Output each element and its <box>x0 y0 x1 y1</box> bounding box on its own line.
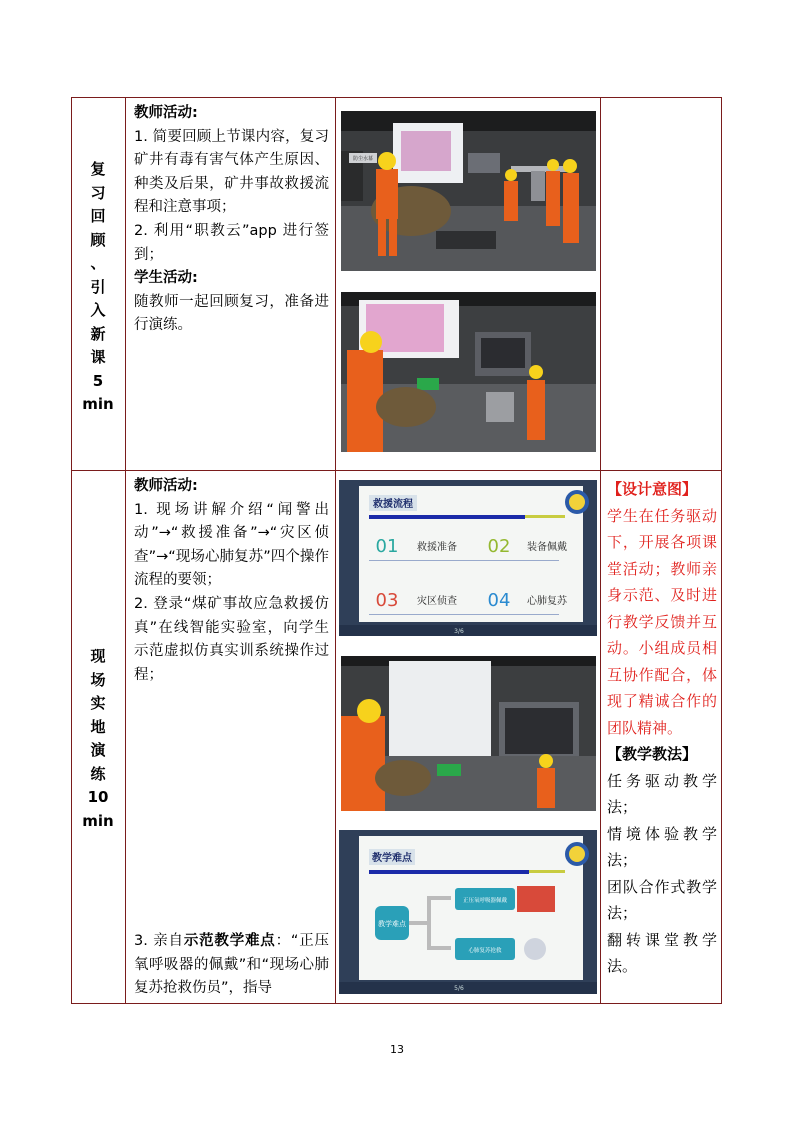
slide-page: 3/6 <box>454 628 464 635</box>
student-heading: 学生活动: <box>134 270 198 287</box>
design-text: 学生在任务驱动下，开展各项课堂活动；教师亲身示范、及时进行教学反馈并互动。小组成员相互协作配合，体现了精诚合作的团队精神。 <box>607 506 717 737</box>
method-item: 情境体验教学法； <box>607 824 717 869</box>
photo-demonstration <box>341 656 596 811</box>
teacher-item-3: 3. 亲自示范教学难点：“正压氧呼吸器的佩戴”和“现场心肺复苏抢救伤员”，指导 <box>134 933 329 997</box>
slide-page: 5/6 <box>454 985 464 992</box>
row1-activities <box>134 102 329 338</box>
step-label: 装备佩戴 <box>527 542 567 553</box>
stage-char: 5 <box>92 371 104 390</box>
method-item: 任务驱动教学法； <box>607 771 717 816</box>
slide-branch-1: 正压氧呼吸器佩戴 <box>462 898 508 904</box>
stage-char: 、 <box>90 254 106 272</box>
table-bottom-border <box>71 1003 722 1004</box>
slide-teaching-difficulty <box>339 830 597 994</box>
stage-char: 新 <box>90 324 106 343</box>
table-top-border <box>71 97 722 98</box>
stage-char: 练 <box>90 764 106 783</box>
step-label: 心肺复苏 <box>527 596 567 607</box>
step-number: 03 <box>375 590 399 611</box>
stage-char: 场 <box>90 670 106 689</box>
row2-activities <box>134 475 329 687</box>
step-label: 救援准备 <box>417 542 457 553</box>
design-heading: 【设计意图】 <box>607 480 698 498</box>
stage-char: 演 <box>90 741 106 759</box>
stage-char: 入 <box>90 301 106 319</box>
table-right-border <box>721 97 722 1004</box>
teacher-heading: 教师活动: <box>134 478 198 494</box>
col-divider-2 <box>335 97 336 1004</box>
row2-item3 <box>134 930 329 1001</box>
slide-rescue-process <box>339 480 597 636</box>
method-heading: 【教学教法】 <box>607 745 698 763</box>
step-label: 灾区侦查 <box>417 596 457 607</box>
table-left-border <box>71 97 72 1004</box>
stage-char: 复 <box>90 160 106 178</box>
method-item: 翻转课堂教学法。 <box>607 930 717 975</box>
step-number: 02 <box>487 536 511 557</box>
col-divider-1 <box>125 97 126 1004</box>
student-text: 随教师一起回顾复习，准备进行演练。 <box>134 293 329 334</box>
stage-char: 引 <box>90 277 106 296</box>
stage-char: 顾 <box>90 230 106 249</box>
stage-label-review <box>73 158 123 417</box>
step-number: 01 <box>375 536 399 557</box>
teacher-item: 2. 登录“煤矿事故应急救援仿真”在线智能实验室，向学生示范虚拟仿真实训系统操作过程； <box>134 595 329 683</box>
design-notes <box>607 476 717 980</box>
stage-char: min <box>82 811 114 830</box>
col-divider-3 <box>600 97 601 1004</box>
teacher-heading: 教师活动: <box>134 105 198 121</box>
stage-char: 现 <box>90 647 106 665</box>
step-number: 04 <box>487 590 511 611</box>
teacher-item: 2. 利用“职教云”app 进行签到； <box>134 222 329 263</box>
stage-char: 回 <box>90 207 106 225</box>
page-number: 13 <box>390 1043 404 1056</box>
stage-char: 地 <box>90 717 106 736</box>
slide-branch-2: 心肺复苏抢救 <box>468 948 502 954</box>
row-divider <box>71 470 722 471</box>
teacher-item: 1. 简要回顾上节课内容，复习矿井有毒有害气体产生原因、种类及后果，矿井事故救援流程和注意事项； <box>134 128 329 216</box>
photo-classroom-2 <box>341 292 596 452</box>
stage-label-drill <box>73 645 123 833</box>
stage-char: 习 <box>90 183 106 202</box>
stage-char: 课 <box>90 348 106 366</box>
slide-center-label: 教学难点 <box>378 920 406 928</box>
slide-title: 教学难点 <box>372 853 412 864</box>
photo-classroom-1 <box>341 111 596 271</box>
stage-char: 10 <box>87 788 109 806</box>
photo-caption-text: 防尘水幕 <box>352 156 374 162</box>
teacher-item: 1. 现场讲解介绍“闻警出动”→“救援准备”→“灾区侦查”→“现场心肺复苏”四个操作流程的要领； <box>134 501 329 589</box>
method-item: 团队合作式教学法； <box>607 877 717 922</box>
stage-char: 实 <box>90 694 106 712</box>
slide-title: 救援流程 <box>373 499 413 510</box>
stage-char: min <box>82 395 114 413</box>
